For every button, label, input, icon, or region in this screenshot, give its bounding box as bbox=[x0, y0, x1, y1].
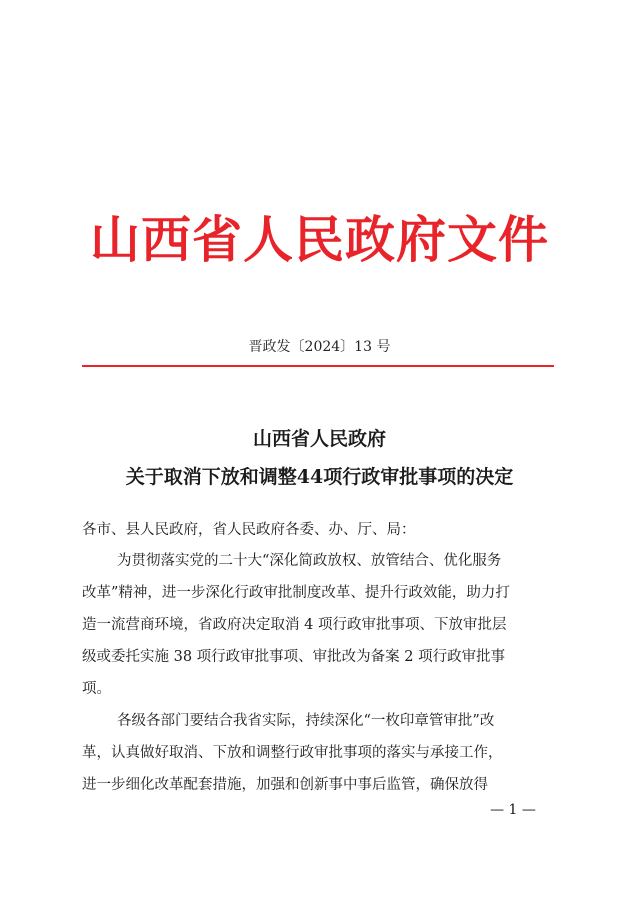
page-number: — 1 — bbox=[490, 802, 536, 818]
document-header-title: 山西省人民政府文件 bbox=[90, 210, 549, 269]
paragraph-2-line: 革，认真做好取消、下放和调整行政审批事项的落实与承接工作， bbox=[82, 745, 503, 761]
paragraph-1-line: 项。 bbox=[82, 681, 111, 697]
paragraph-1-line: 为贯彻落实党的二十大“深化简政放权、放管结合、优化服务 bbox=[117, 553, 502, 569]
document-title-line-2: 关于取消下放和调整44项行政审批事项的决定 bbox=[125, 466, 514, 488]
salutation: 各市、县人民政府，省人民政府各委、办、厅、局： bbox=[82, 522, 416, 538]
paragraph-1-line: 造一流营商环境，省政府决定取消 4 项行政审批事项、下放审批层 bbox=[82, 617, 507, 633]
document-title-line-1: 山西省人民政府 bbox=[252, 428, 386, 450]
paragraph-2-line: 进一步细化改革配套措施，加强和创新事中事后监管，确保放得 bbox=[82, 777, 488, 793]
document-number: 晋政发〔2024〕13 号 bbox=[248, 339, 391, 355]
red-divider-line bbox=[82, 365, 554, 367]
paragraph-2-line: 各级各部门要结合我省实际，持续深化“一枚印章管审批”改 bbox=[117, 713, 495, 729]
paragraph-1-line: 级或委托实施 38 项行政审批事项、审批改为备案 2 项行政审批事 bbox=[82, 649, 506, 665]
paragraph-1-line: 改革”精神，进一步深化行政审批制度改革、提升行政效能，助力打 bbox=[82, 585, 510, 601]
